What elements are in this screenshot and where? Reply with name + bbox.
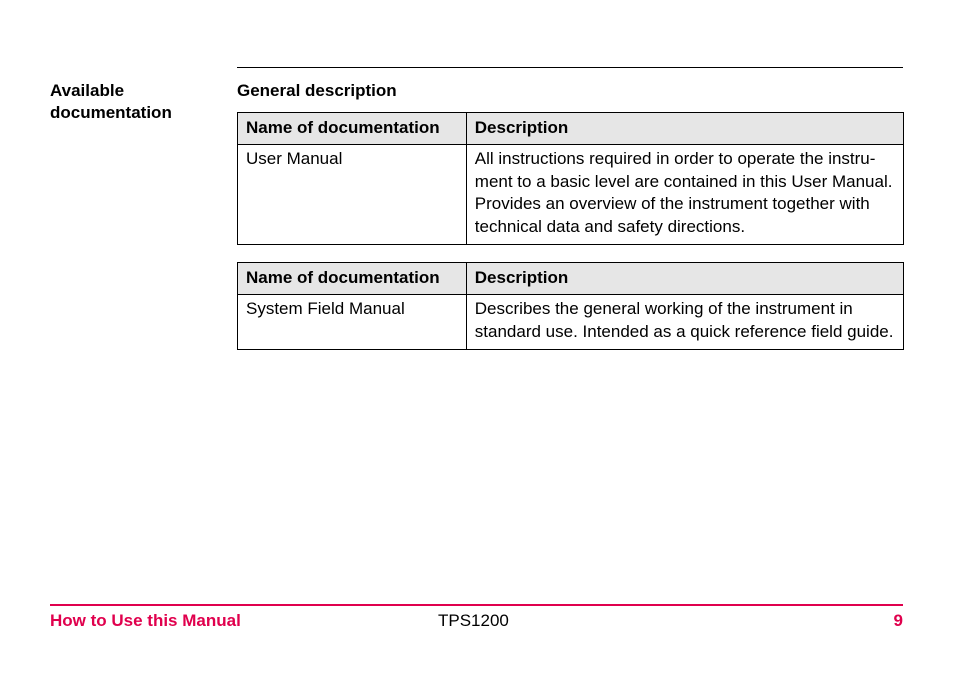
doc-description-cell: All instructions required in order to operate the instru-ment to a basic level are contained in this User Manual. Provides an overview of the instrument together with technical data and safety directions.	[466, 145, 903, 245]
doc-name-cell: User Manual	[238, 145, 467, 245]
doc-description-cell: Describes the general working of the instrument in standard use. Intended as a quick reference field guide.	[466, 295, 903, 350]
table-header-row	[238, 113, 904, 145]
footer-rule	[50, 604, 903, 606]
footer-product-name: TPS1200	[438, 611, 509, 630]
side-heading: Available documentation	[50, 81, 172, 122]
footer-page-number: 9	[893, 611, 903, 630]
section-title: General description	[237, 81, 397, 100]
documentation-table-2	[237, 262, 904, 350]
column-header-name: Name of documentation	[238, 113, 467, 145]
column-header-name: Name of documentation	[238, 263, 467, 295]
footer-section-title: How to Use this Manual	[50, 611, 241, 630]
column-header-description: Description	[466, 113, 903, 145]
top-rule	[237, 67, 903, 68]
documentation-table-1	[237, 112, 904, 245]
table-header-row	[238, 263, 904, 295]
table-row	[238, 295, 904, 350]
doc-name-cell: System Field Manual	[238, 295, 467, 350]
table-row	[238, 145, 904, 245]
column-header-description: Description	[466, 263, 903, 295]
